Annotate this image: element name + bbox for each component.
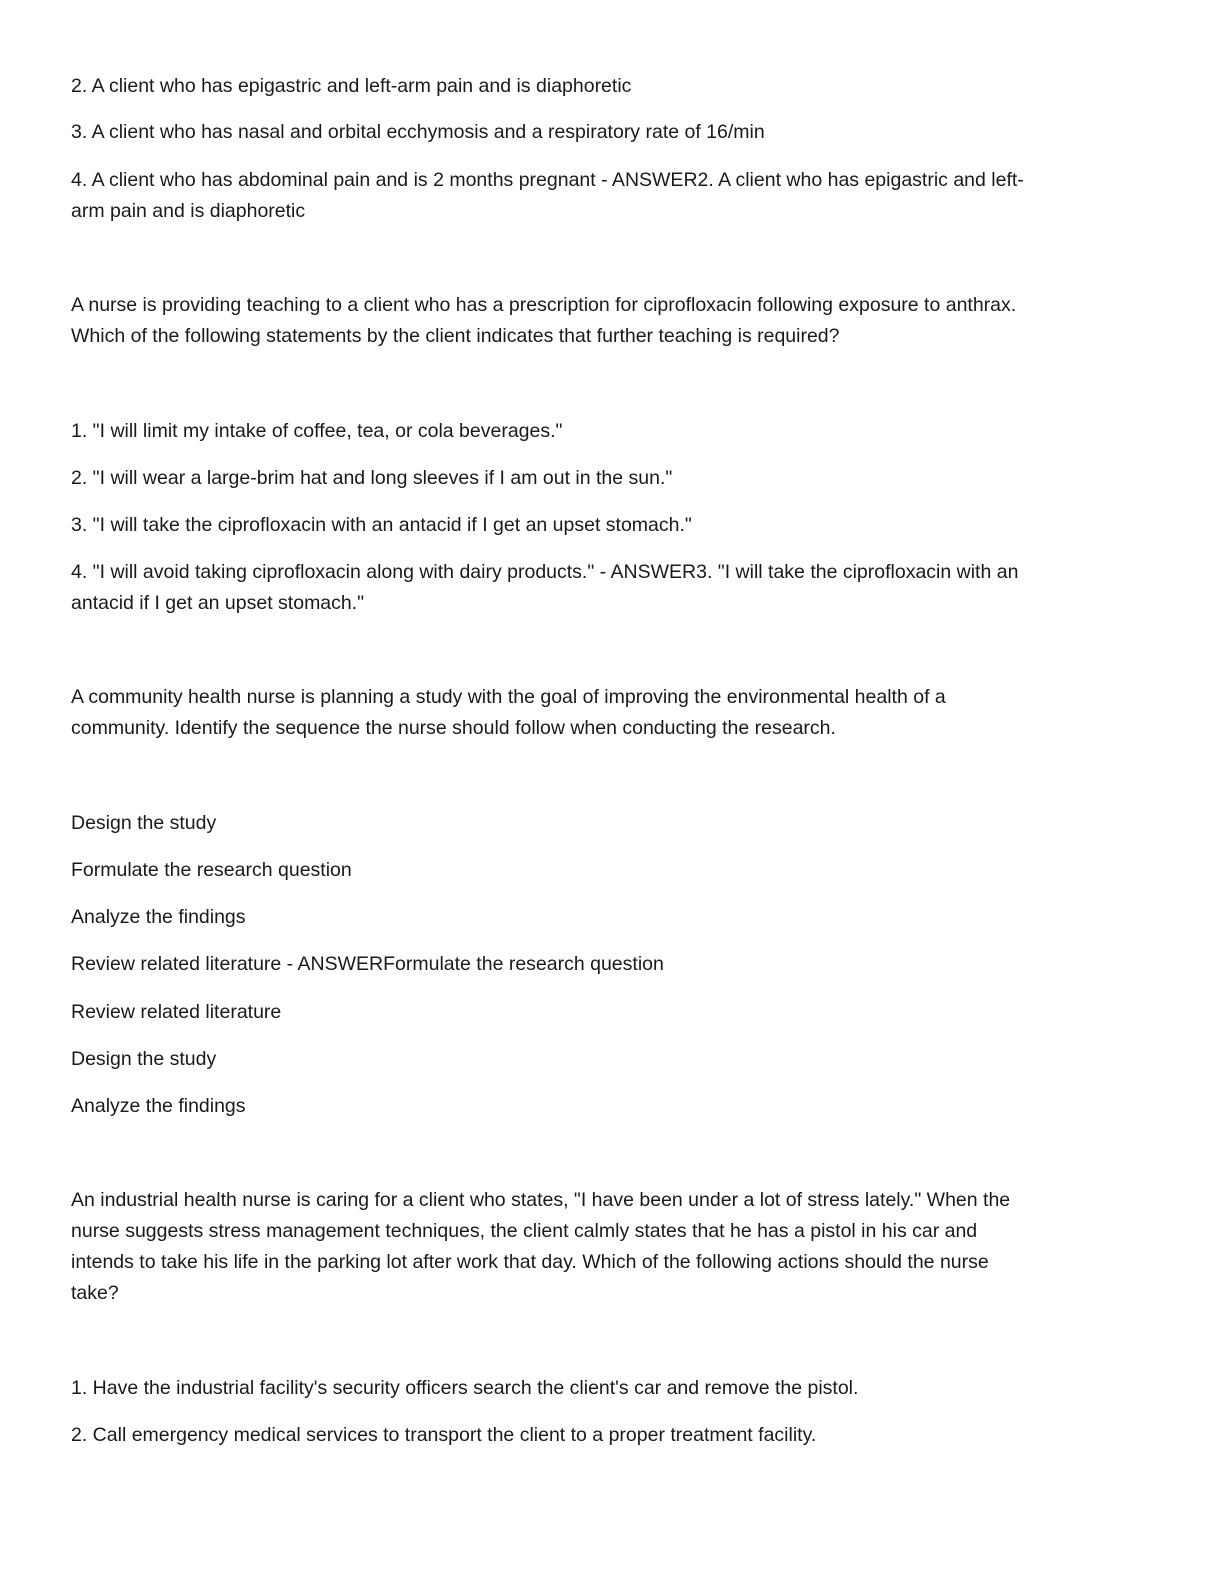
q1-option-2: 2. A client who has epigastric and left-arm pain and is diaphoretic bbox=[71, 75, 632, 97]
q3-item-3: Analyze the findings bbox=[71, 906, 246, 928]
q3-item-1: Design the study bbox=[71, 812, 217, 834]
q3-answer-3: Design the study bbox=[71, 1048, 217, 1070]
q2-stem-line1: A nurse is providing teaching to a client who has a prescription for ciprofloxacin following exposure to anthrax. bbox=[71, 294, 1017, 316]
q2-option-3: 3. "I will take the ciprofloxacin with an antacid if I get an upset stomach." bbox=[71, 514, 692, 536]
q4-stem-line4: take? bbox=[71, 1282, 119, 1304]
q4-stem-line1: An industrial health nurse is caring for a client who states, "I have been under a lot of stress lately." When the bbox=[71, 1189, 1011, 1211]
q1-option-3: 3. A client who has nasal and orbital ecchymosis and a respiratory rate of 16/min bbox=[71, 121, 765, 143]
q3-stem-line1: A community health nurse is planning a study with the goal of improving the environmental health of a bbox=[71, 686, 946, 708]
q4-option-2: 2. Call emergency medical services to transport the client to a proper treatment facility. bbox=[71, 1424, 817, 1446]
q3-answer-4: Analyze the findings bbox=[71, 1095, 246, 1117]
q1-option-4-line1: 4. A client who has abdominal pain and is 2 months pregnant - ANSWER2. A client who has epigastric and left- bbox=[71, 169, 1024, 191]
q3-item-2: Formulate the research question bbox=[71, 859, 352, 881]
q4-stem-line3: intends to take his life in the parking lot after work that day. Which of the following actions should the nurse bbox=[71, 1251, 989, 1273]
q3-item-4-answer: Review related literature - ANSWERFormulate the research question bbox=[71, 953, 664, 975]
q2-option-4-line2: antacid if I get an upset stomach." bbox=[71, 592, 365, 614]
q4-option-1: 1. Have the industrial facility's security officers search the client's car and remove the pistol. bbox=[71, 1377, 859, 1399]
q2-option-2: 2. "I will wear a large-brim hat and long sleeves if I am out in the sun." bbox=[71, 467, 673, 489]
q4-stem-line2: nurse suggests stress management techniques, the client calmly states that he has a pistol in his car and bbox=[71, 1220, 978, 1242]
q3-answer-2: Review related literature bbox=[71, 1001, 282, 1023]
q2-stem-line2: Which of the following statements by the client indicates that further teaching is required? bbox=[71, 325, 840, 347]
q1-option-4-line2: arm pain and is diaphoretic bbox=[71, 200, 306, 222]
q3-stem-line2: community. Identify the sequence the nurse should follow when conducting the research. bbox=[71, 717, 836, 739]
q2-option-4-line1: 4. "I will avoid taking ciprofloxacin along with dairy products." - ANSWER3. "I will take the ciprofloxacin with an bbox=[71, 561, 1019, 583]
q2-option-1: 1. "I will limit my intake of coffee, tea, or cola beverages." bbox=[71, 420, 563, 442]
